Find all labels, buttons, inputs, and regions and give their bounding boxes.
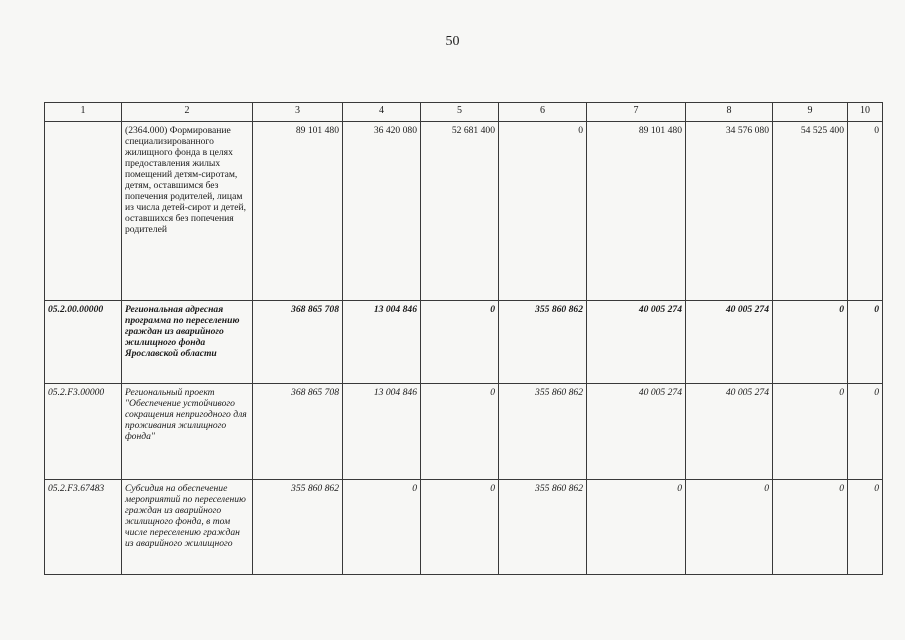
value-cell: 355 860 862 xyxy=(499,384,587,480)
column-header: 6 xyxy=(499,103,587,122)
value-cell: 0 xyxy=(848,384,883,480)
column-header: 4 xyxy=(343,103,421,122)
value-cell: 40 005 274 xyxy=(686,301,773,384)
row-name: Субсидия на обеспечение мероприятий по переселению граждан из аварийного жилищного фонда, в том числе переселению граждан из аварийного жилищного xyxy=(122,480,253,575)
value-cell: 13 004 846 xyxy=(343,301,421,384)
row-name: (2364.000) Формирование специализированного жилищного фонда в целях предоставления жилых помещений детям-сиротам, детям, оставшимся без попечения родителей, лицам из числа детей-сирот и детей, оставшихся без попечения родителей xyxy=(122,122,253,301)
column-header: 2 xyxy=(122,103,253,122)
row-name: Региональный проект "Обеспечение устойчивого сокращения непригодного для проживания жилищного фонда" xyxy=(122,384,253,480)
value-cell: 89 101 480 xyxy=(587,122,686,301)
value-cell: 368 865 708 xyxy=(253,301,343,384)
row-name: Региональная адресная программа по переселению граждан из аварийного жилищного фонда Ярославской области xyxy=(122,301,253,384)
value-cell: 13 004 846 xyxy=(343,384,421,480)
value-cell: 40 005 274 xyxy=(686,384,773,480)
value-cell: 0 xyxy=(686,480,773,575)
budget-table xyxy=(44,102,883,575)
column-header: 10 xyxy=(848,103,883,122)
value-cell: 0 xyxy=(773,384,848,480)
value-cell: 40 005 274 xyxy=(587,301,686,384)
value-cell: 0 xyxy=(848,480,883,575)
value-cell: 0 xyxy=(848,122,883,301)
column-header: 3 xyxy=(253,103,343,122)
page-number: 50 xyxy=(445,34,460,49)
value-cell: 36 420 080 xyxy=(343,122,421,301)
value-cell: 0 xyxy=(587,480,686,575)
value-cell: 0 xyxy=(499,122,587,301)
value-cell: 52 681 400 xyxy=(421,122,499,301)
value-cell: 34 576 080 xyxy=(686,122,773,301)
value-cell: 0 xyxy=(421,480,499,575)
table-row xyxy=(45,122,883,301)
table-row xyxy=(45,301,883,384)
value-cell: 89 101 480 xyxy=(253,122,343,301)
value-cell: 0 xyxy=(421,384,499,480)
value-cell: 355 860 862 xyxy=(499,480,587,575)
column-header: 8 xyxy=(686,103,773,122)
value-cell: 0 xyxy=(773,301,848,384)
column-header: 5 xyxy=(421,103,499,122)
value-cell: 368 865 708 xyxy=(253,384,343,480)
value-cell: 0 xyxy=(848,301,883,384)
value-cell: 0 xyxy=(421,301,499,384)
header-row xyxy=(45,103,883,122)
row-code: 05.2.F3.67483 xyxy=(45,480,122,575)
value-cell: 40 005 274 xyxy=(587,384,686,480)
value-cell: 54 525 400 xyxy=(773,122,848,301)
row-code xyxy=(45,122,122,301)
value-cell: 355 860 862 xyxy=(499,301,587,384)
row-code: 05.2.00.00000 xyxy=(45,301,122,384)
column-header: 9 xyxy=(773,103,848,122)
row-code: 05.2.F3.00000 xyxy=(45,384,122,480)
table-row xyxy=(45,480,883,575)
column-header: 7 xyxy=(587,103,686,122)
column-header: 1 xyxy=(45,103,122,122)
value-cell: 0 xyxy=(773,480,848,575)
table-row xyxy=(45,384,883,480)
value-cell: 355 860 862 xyxy=(253,480,343,575)
value-cell: 0 xyxy=(343,480,421,575)
